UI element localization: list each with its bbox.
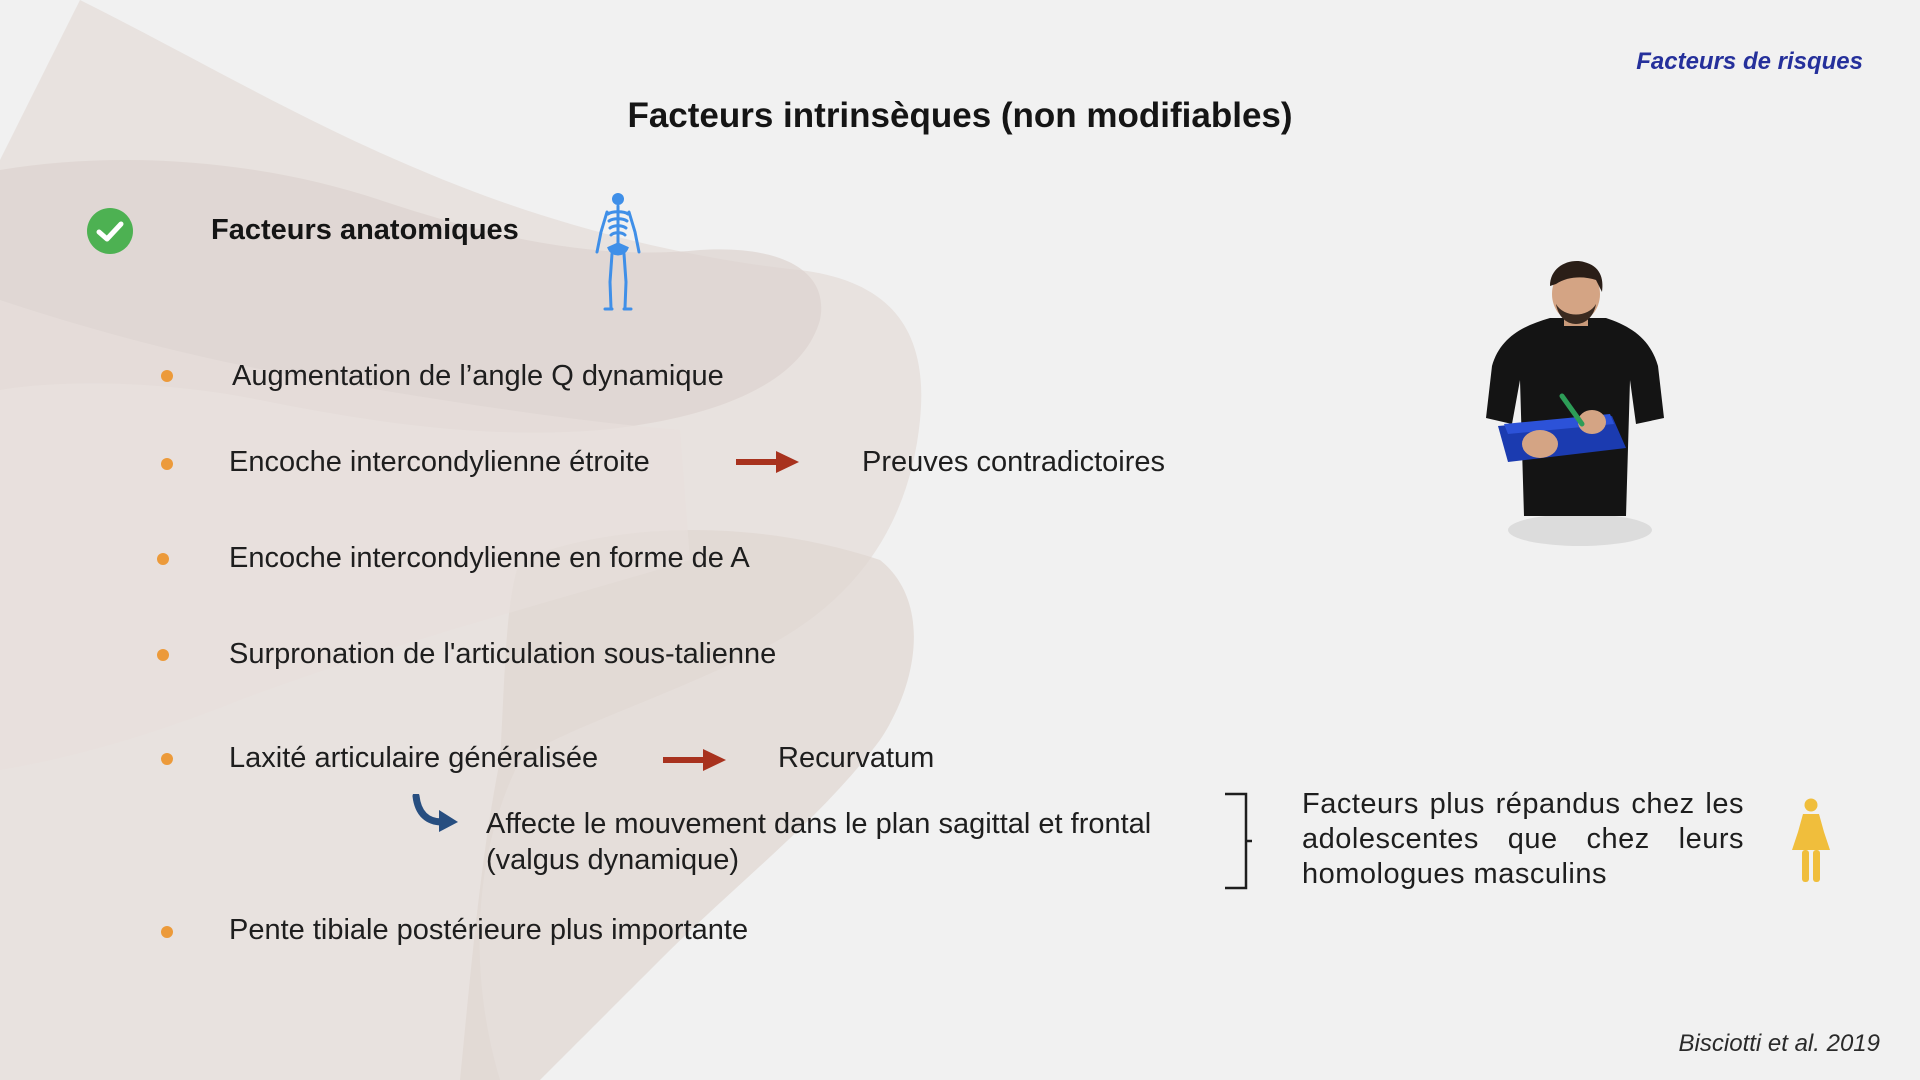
page-title: Facteurs intrinsèques (non modifiables)	[627, 96, 1293, 135]
result-text: Preuves contradictoires	[862, 446, 1166, 478]
man-with-clipboard-photo	[1480, 258, 1668, 562]
list-item: Surpronation de l'articulation sous-talienne	[229, 638, 777, 670]
section-heading: Facteurs anatomiques	[211, 214, 519, 246]
list-item: Encoche intercondylienne en forme de A	[229, 542, 750, 574]
bullet-dot	[161, 753, 173, 765]
result-text: Recurvatum	[778, 742, 935, 774]
list-item: Encoche intercondylienne étroite	[229, 446, 650, 478]
citation: Bisciotti et al. 2019	[1678, 1030, 1880, 1057]
side-note: Facteurs plus répandus chez les adolescentes que chez leurs homologues masculins	[1302, 788, 1744, 890]
bullet-dot	[157, 649, 169, 661]
section-tag: Facteurs de risques	[1636, 48, 1863, 75]
bracket	[1222, 792, 1254, 890]
sub-note	[486, 806, 1151, 878]
bullet-dot	[161, 458, 173, 470]
list-item: Laxité articulaire généralisée	[229, 742, 599, 774]
bullet-dot	[157, 553, 169, 565]
sub-note-line: (valgus dynamique)	[486, 844, 740, 876]
right-arrow-icon	[663, 748, 726, 772]
check-circle-icon	[87, 208, 133, 254]
bullet-dot	[161, 370, 173, 382]
curved-arrow-icon	[412, 794, 460, 832]
sub-note-line: Affecte le mouvement dans le plan sagittal et frontal	[486, 808, 1152, 840]
bullet-dot	[161, 926, 173, 938]
female-figure-icon	[1790, 798, 1832, 884]
right-arrow-icon	[736, 450, 799, 474]
skeleton-icon	[592, 190, 644, 314]
list-item: Augmentation de l’angle Q dynamique	[232, 360, 724, 392]
list-item: Pente tibiale postérieure plus importante	[229, 914, 749, 946]
